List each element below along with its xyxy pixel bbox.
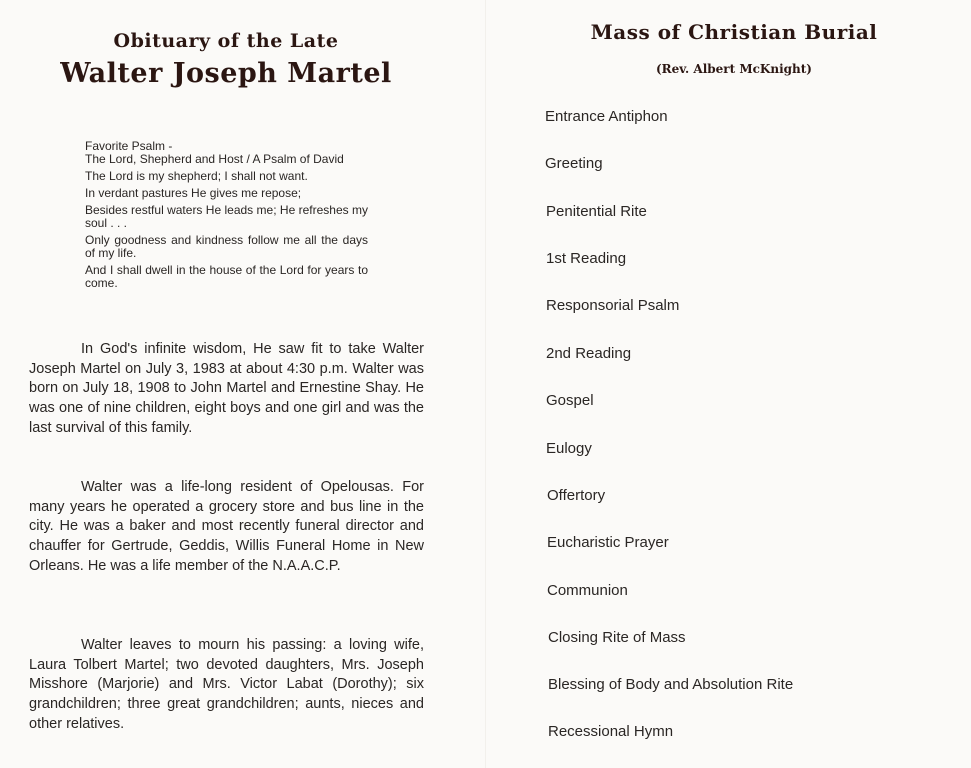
- mass-program-page: [486, 0, 971, 768]
- order-item-recessional-hymn: Recessional Hymn: [548, 723, 674, 740]
- psalm-line: Only goodness and kindness follow me all the days of my life.: [85, 233, 368, 260]
- paragraph-text: In God's infinite wisdom, He saw fit to take Walter Joseph Martel on July 3, 1983 at about 4:30 p.m. Walter was born on July 18, 1908 to John Martel and Ernestine Shay. He was one of nine children, eight boys and one girl and was the last survival of this family.: [29, 341, 424, 436]
- order-item-penitential-rite: Penitential Rite: [546, 203, 647, 220]
- order-item-2nd-reading: 2nd Reading: [546, 345, 632, 362]
- obituary-paragraph-3: [29, 636, 424, 735]
- order-item-closing-rite: Closing Rite of Mass: [548, 629, 686, 646]
- officiant: (Rev. Albert McKnight): [656, 62, 812, 76]
- mass-title: Mass of Christian Burial: [590, 20, 878, 44]
- order-item-entrance-antiphon: Entrance Antiphon: [545, 108, 668, 125]
- order-item-responsorial-psalm: Responsorial Psalm: [546, 297, 680, 314]
- order-item-gospel: Gospel: [546, 392, 594, 409]
- order-item-communion: Communion: [547, 582, 628, 599]
- paragraph-text: Walter was a life-long resident of Opelousas. For many years he operated a grocery store and bus line in the city. He was a baker and most recently funeral director and chauffer for Gertrude, Geddis, Willis Funeral Home in New Orleans. He was a life member of the N.A.A.C.P.: [29, 479, 424, 574]
- favorite-psalm: [85, 140, 368, 294]
- psalm-subheading: The Lord, Shepherd and Host / A Psalm of David: [85, 152, 344, 166]
- order-item-offertory: Offertory: [547, 487, 606, 504]
- order-item-blessing-absolution: Blessing of Body and Absolution Rite: [548, 676, 794, 693]
- obituary-paragraph-1: [29, 340, 424, 439]
- order-item-eucharistic-prayer: Eucharistic Prayer: [547, 534, 669, 551]
- order-item-greeting: Greeting: [545, 155, 603, 172]
- deceased-name: Walter Joseph Martel: [60, 58, 392, 89]
- order-item-1st-reading: 1st Reading: [546, 250, 627, 267]
- psalm-line: Besides restful waters He leads me; He refreshes my soul . . .: [85, 203, 368, 230]
- psalm-heading: Favorite Psalm -: [85, 139, 173, 153]
- psalm-line: The Lord is my shepherd; I shall not want.: [85, 169, 308, 183]
- psalm-line: And I shall dwell in the house of the Lord for years to come.: [85, 263, 368, 290]
- obituary-title: Obituary of the Late: [113, 30, 339, 52]
- obituary-paragraph-2: [29, 478, 424, 577]
- psalm-line: In verdant pastures He gives me repose;: [85, 186, 302, 200]
- order-item-eulogy: Eulogy: [546, 440, 592, 457]
- paragraph-text: Walter leaves to mourn his passing: a loving wife, Laura Tolbert Martel; two devoted daughters, Mrs. Joseph Misshore (Marjorie) and Mrs. Victor Labat (Dorothy); six grandchildren; three great grandchildren; aunts, nieces and other relatives.: [29, 637, 424, 732]
